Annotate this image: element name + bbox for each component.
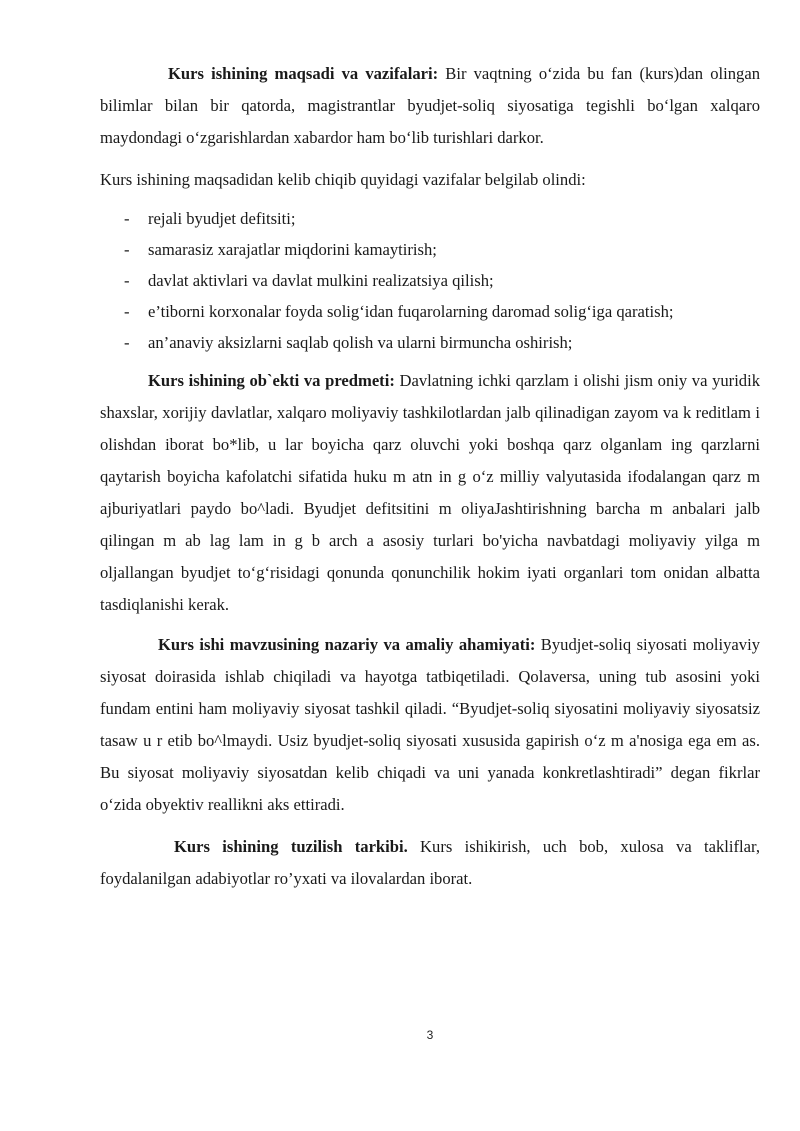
structure-heading: Kurs ishining tuzilish tarkibi. [174,837,408,856]
list-item [100,327,760,358]
significance-heading: Kurs ishi mavzusining nazariy va amaliy ahamiyati: [158,635,536,654]
list-item [100,234,760,265]
list-marker: - [124,240,130,259]
structure-body: Kurs ishikirish, uch bob, xulosa va takliflar, foydalanilgan adabiyotlar ro’yxati va ilovalardan iborat. [100,837,760,888]
significance-paragraph [100,629,760,821]
list-item-text: an’anaviy aksizlarni saqlab qolish va ularni birmuncha oshirish; [148,333,573,352]
list-item-text: samarasiz xarajatlar miqdorini kamaytirish; [148,240,437,259]
object-paragraph [100,365,760,621]
goal-paragraph [100,58,760,154]
list-marker: - [124,209,130,228]
list-marker: - [124,302,130,321]
list-item [100,265,760,296]
list-item-text: rejali byudjet defitsiti; [148,209,296,228]
list-item [100,296,760,327]
list-marker: - [124,333,130,352]
tasks-intro: Kurs ishining maqsadidan kelib chiqib quyidagi vazifalar belgilab olindi: [100,170,586,189]
structure-paragraph [100,831,760,895]
object-body: Davlatning ichki qarzlam i olishi jism oniy va yuridik shaxslar, xorijiy davlatlar, xalqaro moliyaviy tashkilotlardan jalb qilinadigan zayom va k reditlam i olishdan iborat bo*lib, u lar boyicha qarz oluvchi yoki boshqa qarz olganlam ing qarzlarni qaytarish boyicha kafolatchi sifatida huku m atn in g o‘z milliy valyutasida ifodalangan qarz m ajburiyatlari paydo bo^ladi. Byudjet defitsitini m oliyaJashtirishning barcha m anbalari jalb qilingan m ab lag lam in g b arch a asosiy turlari bo'yicha navbatdagi moliyaviy yilga m oljallangan byudjet to‘g‘risidagi qonunda qonunchilik hokim iyati organlari tom onidan albatta tasdiqlanishi kerak. [100,371,761,614]
goal-body: Bir vaqtning o‘zida bu fan (kurs)dan olingan bilimlar bilan bir qatorda, magistrantlar byudjet-soliq siyosatiga tegishli bo‘lgan xalqaro maydondagi o‘zgarishlardan xabardor ham bo‘lib turishlari darkor. [100,64,760,147]
list-item-text: e’tiborni korxonalar foyda solig‘idan fuqarolarning daromad solig‘iga qaratish; [148,302,674,321]
list-marker: - [124,271,130,290]
document-page [100,58,760,895]
significance-body: Byudjet-soliq siyosati moliyaviy siyosat doirasida ishlab chiqiladi va hayotga tatbiqetiladi. Qolaversa, uning tub asosini yoki fundam entini ham moliyaviy siyosat tashkil qiladi. “Byudjet-soliq siyosatini moliyaviy siyosatsiz tasaw u r etib bo^lmaydi. Usiz byudjet-soliq siyosati xususida gapirish o‘z m a'nosiga ega em as. Bu siyosat moliyaviy siyosatdan kelib chiqadi va uni yanada konkretlashtiradi” degan fikrlar o‘zida obyektiv reallikni aks ettiradi. [100,635,760,814]
goal-heading: Kurs ishining maqsadi va vazifalari: [168,64,439,83]
list-item-text: davlat aktivlari va davlat mulkini realizatsiya qilish; [148,271,494,290]
object-heading: Kurs ishining ob`ekti va predmeti: [148,371,395,390]
page-number: 3 [426,1028,434,1042]
tasks-list [100,203,760,358]
list-item [100,203,760,234]
